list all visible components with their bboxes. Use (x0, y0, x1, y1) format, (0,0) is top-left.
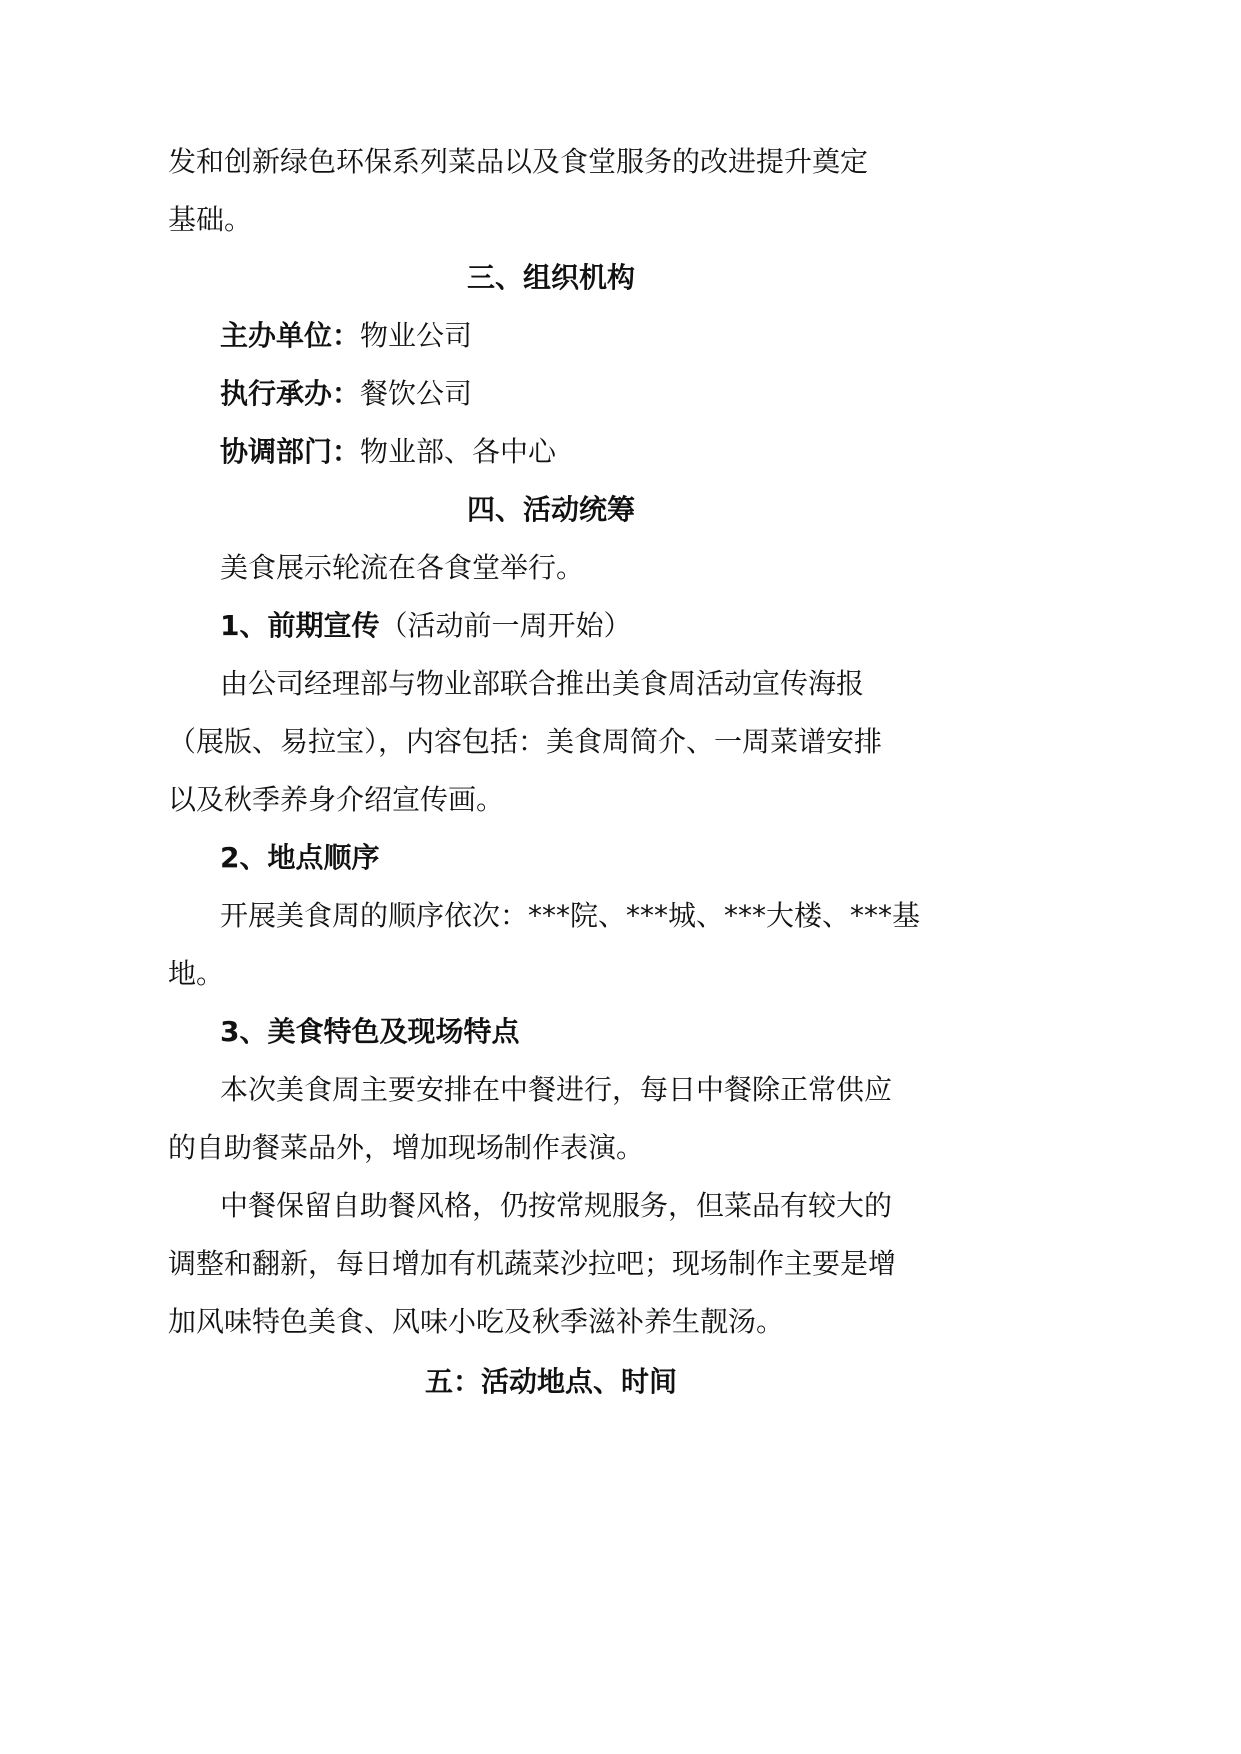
intro-paragraph-line-2: 基础。 (168, 203, 253, 236)
org-exec-row (220, 374, 980, 414)
subsection-2-title: 2、地点顺序 (220, 841, 380, 874)
subsection-1-paragraph-line-1: 由公司经理部与物业部联合推出美食周活动宣传海报 (220, 667, 865, 700)
subsection-3b-paragraph-line-1: 中餐保留自助餐风格，仍按常规服务，但菜品有较大的 (220, 1189, 893, 1222)
subsection-2-paragraph-line-1: 开展美食周的顺序依次：***院、***城、***大楼、***基 (220, 899, 921, 932)
rotation-paragraph: 美食展示轮流在各食堂举行。 (220, 551, 585, 584)
org-exec-value: 餐饮公司 (360, 377, 473, 410)
org-exec-label: 执行承办： (220, 377, 361, 410)
org-coord-row (220, 432, 980, 472)
section-heading-organization: 三、组织机构 (466, 261, 635, 294)
subsection-2-paragraph-line-2: 地。 (168, 957, 225, 990)
section-heading-location-time: 五：活动地点、时间 (424, 1365, 677, 1398)
subsection-1-paragraph-line-2: （展版、易拉宝），内容包括：美食周简介、一周菜谱安排 (168, 725, 883, 758)
subsection-3a-paragraph-line-1: 本次美食周主要安排在中餐进行，每日中餐除正常供应 (220, 1073, 893, 1106)
section-heading-planning: 四、活动统筹 (466, 493, 635, 526)
subsection-1-note: （活动前一周开始） (379, 609, 632, 642)
subsection-3b-paragraph-line-3: 加风味特色美食、风味小吃及秋季滋补养生靓汤。 (168, 1305, 785, 1338)
org-host-label: 主办单位： (220, 319, 361, 352)
org-coord-value: 物业部、各中心 (360, 435, 557, 468)
subsection-3a-paragraph-line-2: 的自助餐菜品外，增加现场制作表演。 (168, 1131, 645, 1164)
subsection-1-title: 1、前期宣传 (220, 609, 380, 642)
subsection-3-title: 3、美食特色及现场特点 (220, 1015, 520, 1048)
org-host-value: 物业公司 (360, 319, 473, 352)
intro-paragraph-line-1: 发和创新绿色环保系列菜品以及食堂服务的改进提升奠定 (168, 145, 869, 178)
subsection-1-paragraph-line-3: 以及秋季养身介绍宣传画。 (168, 783, 505, 816)
org-host-row (220, 316, 980, 356)
subsection-1-heading (220, 606, 980, 646)
subsection-3b-paragraph-line-2: 调整和翻新，每日增加有机蔬菜沙拉吧；现场制作主要是增 (168, 1247, 897, 1280)
org-coord-label: 协调部门： (220, 435, 361, 468)
